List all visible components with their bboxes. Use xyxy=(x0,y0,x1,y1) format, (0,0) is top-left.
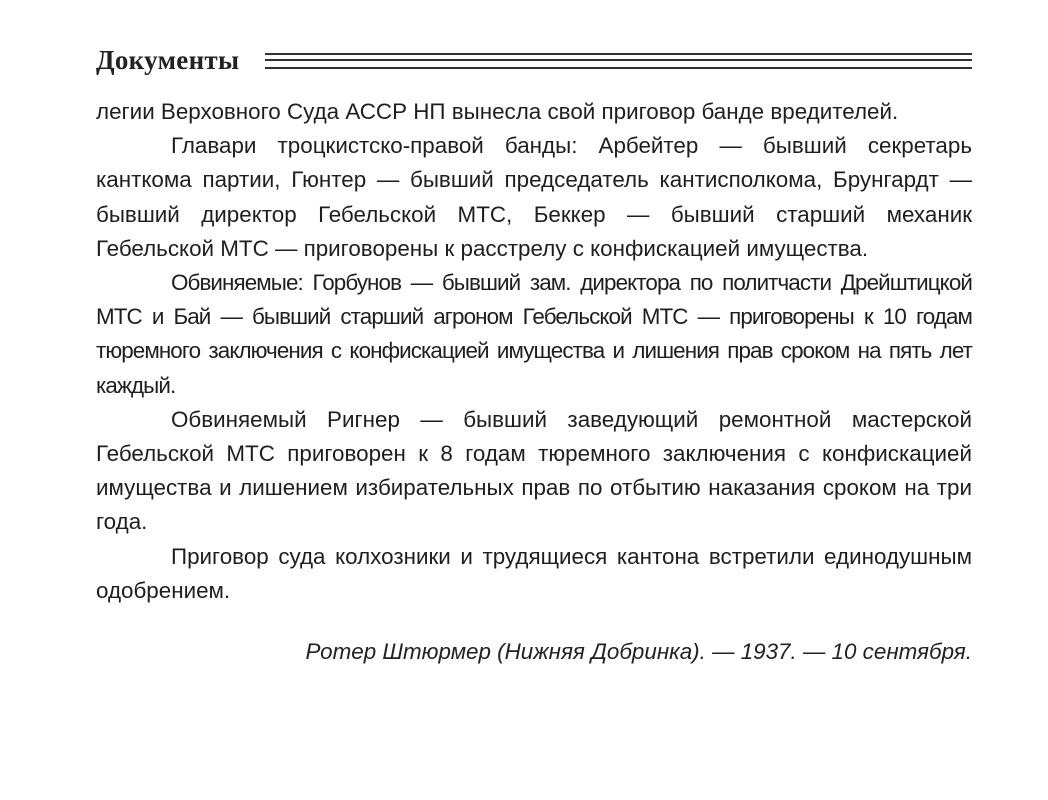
section-header xyxy=(96,40,972,80)
paragraph-rigner-sentence: Обвиняемый Ригнер — бывший заведующий ремонтной мастерской Гебельской МТС приговорен к 8 годам тюремного заключения с конфискацией имущества и лишением избирательных прав по отбытию наказания сроком на три года. xyxy=(96,406,972,535)
section-title: Документы xyxy=(96,44,240,75)
paragraph-approval: Приговор суда колхозники и трудящиеся кантона встретили единодушным одобрением. xyxy=(96,543,972,603)
paragraph-accused-sentence: Обвиняемые: Горбунов — бывший зам. директора по политчасти Дрейштицкой МТС и Бай — бывший старший агроном Гебельской МТС — приговорены к 10 годам тюремного заключения с конфискацией имущества и лишения прав сроком на пять лет каждый. xyxy=(96,270,972,398)
document-page xyxy=(96,40,972,668)
paragraph-continuation: легии Верховного Суда АССР НП вынесла свой приговор банде вредителей. xyxy=(96,99,899,124)
paragraph-leaders-sentence: Главари троцкистско-правой банды: Арбейтер — бывший секретарь канткома партии, Гюнтер — бывший председатель кантисполкома, Брунгардт — бывший директор Гебельской МТС, Беккер — бывший старший механик Гебельской МТС — приговорены к расстрелу с конфискацией имущества. xyxy=(96,133,972,261)
source-citation: Ротер Штюрмер (Нижняя Добринка). — 1937. — 10 сентября. xyxy=(305,639,972,665)
article-text xyxy=(96,95,972,608)
header-double-rule xyxy=(265,53,972,69)
